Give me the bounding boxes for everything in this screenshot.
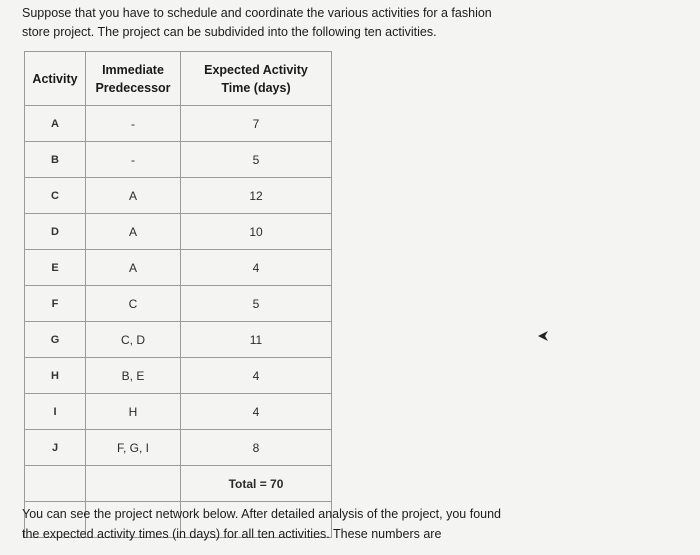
intro-line-2: store project. The project can be subdivided into the following ten activities.: [22, 25, 437, 39]
predecessor-cell: A: [86, 178, 181, 214]
predecessor-cell: A: [86, 214, 181, 250]
table-total-row: [25, 466, 332, 502]
time-cell: 10: [181, 214, 332, 250]
table-row: [25, 322, 332, 358]
footer-text: [22, 504, 682, 544]
predecessor-cell: B, E: [86, 358, 181, 394]
header-time: Expected Activity Time (days): [181, 52, 332, 106]
activity-table: [24, 51, 332, 538]
activity-cell: A: [25, 106, 86, 142]
predecessor-cell: -: [86, 142, 181, 178]
activity-cell: G: [25, 322, 86, 358]
table-row: [25, 178, 332, 214]
table-row: [25, 142, 332, 178]
time-cell: 7: [181, 106, 332, 142]
time-cell: 4: [181, 394, 332, 430]
activity-cell: E: [25, 250, 86, 286]
predecessor-cell: -: [86, 106, 181, 142]
table-row: [25, 250, 332, 286]
activity-cell: H: [25, 358, 86, 394]
time-cell: 4: [181, 250, 332, 286]
predecessor-cell: C, D: [86, 322, 181, 358]
predecessor-cell: F, G, I: [86, 430, 181, 466]
activity-cell: D: [25, 214, 86, 250]
table-row: [25, 430, 332, 466]
time-cell: 4: [181, 358, 332, 394]
intro-text: [22, 4, 622, 42]
table-row: [25, 286, 332, 322]
header-predecessor: Immediate Predecessor: [86, 52, 181, 106]
time-cell: 5: [181, 142, 332, 178]
footer-line-1: You can see the project network below. After detailed analysis of the project, you found: [22, 507, 502, 521]
activity-cell: B: [25, 142, 86, 178]
total-empty-cell: [25, 466, 86, 502]
time-cell: 11: [181, 322, 332, 358]
header-activity: Activity: [25, 52, 86, 106]
table-row: [25, 358, 332, 394]
activity-cell: J: [25, 430, 86, 466]
table-row: [25, 394, 332, 430]
activity-cell: I: [25, 394, 86, 430]
activity-cell: C: [25, 178, 86, 214]
time-cell: 8: [181, 430, 332, 466]
time-cell: 12: [181, 178, 332, 214]
total-empty-cell: [86, 466, 181, 502]
predecessor-cell: C: [86, 286, 181, 322]
predecessor-cell: A: [86, 250, 181, 286]
predecessor-cell: H: [86, 394, 181, 430]
table-row: [25, 214, 332, 250]
total-label: Total = 70: [181, 466, 332, 502]
mouse-cursor-icon: [538, 331, 548, 343]
intro-line-1: Suppose that you have to schedule and coordinate the various activities for a fashion: [22, 6, 492, 20]
table-row: [25, 106, 332, 142]
footer-line-2: the expected activity times (in days) for all ten activities. These numbers are: [22, 527, 442, 541]
activity-cell: F: [25, 286, 86, 322]
time-cell: 5: [181, 286, 332, 322]
table-header-row: [25, 52, 332, 106]
